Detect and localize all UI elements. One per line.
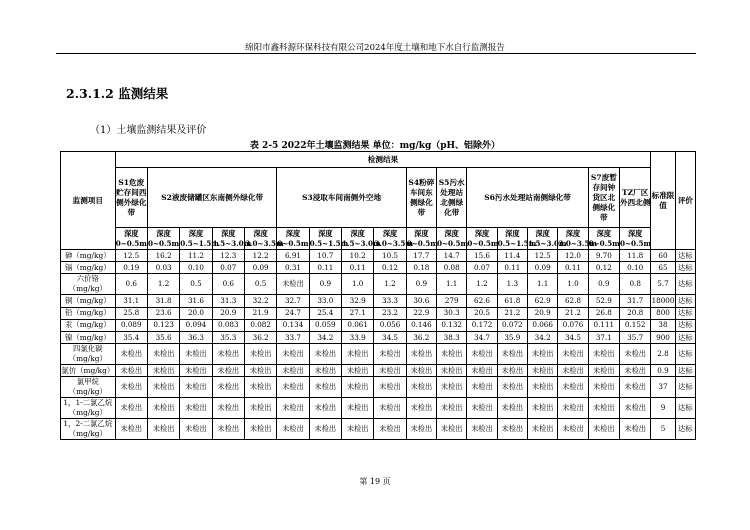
- result-cell: 0.31: [277, 262, 309, 274]
- result-cell: 61.8: [497, 295, 527, 307]
- result-cell: 23.2: [374, 307, 406, 319]
- result-cell: 未检出: [588, 377, 619, 398]
- result-cell: 0.152: [620, 319, 651, 331]
- result-cell: 未检出: [374, 365, 406, 377]
- standard-limit-cell: 2.8: [651, 344, 675, 365]
- result-cell: 未检出: [342, 344, 374, 365]
- result-cell: 未检出: [620, 419, 651, 440]
- result-cell: 未检出: [620, 365, 651, 377]
- table-row: [61, 365, 696, 377]
- standard-limit-cell: 60: [651, 250, 675, 262]
- depth-header: 深度0~0.5m: [406, 228, 438, 248]
- result-cell: 未检出: [147, 365, 179, 377]
- result-cell: 9.70: [588, 250, 619, 262]
- depth-header: 深度0~0.5m: [467, 228, 499, 248]
- site-s2: S2液废储罐区东南侧外绿化带: [147, 168, 276, 228]
- depth-header: 深度0~0.5m: [620, 228, 652, 248]
- result-cell: 0.07: [212, 262, 244, 274]
- result-cell: 未检出: [588, 419, 619, 440]
- result-cell: 0.11: [309, 262, 341, 274]
- result-cell: 0.09: [528, 262, 558, 274]
- result-cell: 0.059: [309, 319, 341, 331]
- table-row: [61, 398, 696, 419]
- row-item-name: 铜（mg/kg）: [61, 295, 116, 307]
- evaluation-cell: 达标: [675, 262, 695, 274]
- result-cell: 15.6: [467, 250, 497, 262]
- depth-header: 深度0.5~1.5m: [309, 228, 349, 248]
- document-header: 绵阳市鑫科源环保科技有限公司2024年度土壤和地下水自行监测报告: [245, 43, 505, 53]
- result-cell: 33.7: [277, 331, 309, 343]
- row-item-name: 氯仿（mg/kg）: [61, 365, 116, 377]
- section-heading: 2.3.1.2 监测结果: [66, 86, 169, 101]
- result-cell: 26.8: [588, 307, 619, 319]
- result-cell: 1.2: [467, 274, 497, 295]
- result-cell: 11.8: [620, 250, 651, 262]
- result-cell: 1.2: [374, 274, 406, 295]
- result-cell: 33.0: [309, 295, 341, 307]
- result-cell: 未检出: [309, 377, 341, 398]
- result-cell: 未检出: [528, 377, 558, 398]
- result-cell: 0.094: [180, 319, 212, 331]
- result-cell: 未检出: [180, 398, 212, 419]
- evaluation-cell: 达标: [675, 295, 695, 307]
- result-cell: 未检出: [528, 365, 558, 377]
- result-cell: 0.03: [147, 262, 179, 274]
- result-cell: 33.9: [342, 331, 374, 343]
- result-cell: 未检出: [212, 344, 244, 365]
- standard-limit-cell: 5: [651, 419, 675, 440]
- header-monitoring-item: 监测项目: [61, 152, 116, 250]
- result-cell: 未检出: [406, 419, 436, 440]
- result-cell: 未检出: [115, 365, 147, 377]
- result-cell: 31.3: [212, 295, 244, 307]
- result-cell: 0.11: [497, 262, 527, 274]
- table-row: [61, 262, 696, 274]
- result-cell: 0.9: [406, 274, 436, 295]
- evaluation-cell: 达标: [675, 365, 695, 377]
- result-cell: 未检出: [244, 398, 276, 419]
- result-cell: 62.6: [467, 295, 497, 307]
- result-cell: 0.123: [147, 319, 179, 331]
- result-cell: 未检出: [497, 344, 527, 365]
- evaluation-cell: 达标: [675, 419, 695, 440]
- result-cell: 35.7: [620, 331, 651, 343]
- result-cell: 未检出: [180, 419, 212, 440]
- result-cell: 12.2: [244, 250, 276, 262]
- result-cell: 0.08: [437, 262, 467, 274]
- result-cell: 未检出: [620, 398, 651, 419]
- result-cell: 12.5: [115, 250, 147, 262]
- result-cell: 未检出: [115, 419, 147, 440]
- result-cell: 0.19: [115, 262, 147, 274]
- site-s7: S7废暂存间钟货区北侧绿化带: [588, 168, 619, 228]
- depth-header: 深度0~0.5m: [277, 228, 309, 248]
- row-item-name: 镉（mg/kg）: [61, 262, 116, 274]
- result-cell: 35.6: [147, 331, 179, 343]
- result-cell: 未检出: [115, 344, 147, 365]
- result-cell: 未检出: [406, 377, 436, 398]
- result-cell: 未检出: [277, 419, 309, 440]
- result-cell: 0.12: [374, 262, 406, 274]
- result-cell: 0.132: [437, 319, 467, 331]
- result-cell: 20.5: [467, 307, 497, 319]
- result-cell: 0.6: [115, 274, 147, 295]
- result-cell: 0.056: [374, 319, 406, 331]
- header-standard-limit: 标准限值: [651, 152, 675, 250]
- result-cell: 未检出: [147, 419, 179, 440]
- row-item-name: 铅（mg/kg）: [61, 307, 116, 319]
- subheading: （1）土壤监测结果及评价: [90, 125, 207, 136]
- result-cell: 未检出: [406, 365, 436, 377]
- depth-header: 深度0~0.5m: [148, 228, 180, 248]
- result-cell: 10.2: [342, 250, 374, 262]
- result-cell: 0.5: [244, 274, 276, 295]
- result-cell: 未检出: [277, 398, 309, 419]
- standard-limit-cell: 65: [651, 262, 675, 274]
- result-cell: 未检出: [244, 377, 276, 398]
- table-row: [61, 307, 696, 319]
- result-cell: 0.061: [342, 319, 374, 331]
- result-cell: 未检出: [212, 365, 244, 377]
- result-cell: 未检出: [558, 377, 588, 398]
- result-cell: 未检出: [115, 398, 147, 419]
- table-row: [61, 319, 696, 331]
- result-cell: 未检出: [558, 419, 588, 440]
- result-cell: 0.083: [212, 319, 244, 331]
- result-cell: 11.2: [180, 250, 212, 262]
- depth-header: 深度1.5~3.0m: [528, 228, 567, 248]
- result-cell: 20.9: [212, 307, 244, 319]
- row-item-name: 镍（mg/kg）: [61, 331, 116, 343]
- row-item-name: 1，2-二氯乙烷（mg/kg）: [61, 419, 116, 440]
- result-cell: 0.11: [342, 262, 374, 274]
- result-cell: 未检出: [467, 365, 497, 377]
- result-cell: 未检出: [467, 377, 497, 398]
- result-cell: 未检出: [342, 398, 374, 419]
- header-rule: [56, 53, 696, 54]
- result-cell: 12.5: [528, 250, 558, 262]
- result-cell: 32.2: [244, 295, 276, 307]
- result-cell: 11.4: [497, 250, 527, 262]
- result-cell: 21.2: [497, 307, 527, 319]
- result-cell: 未检出: [342, 419, 374, 440]
- table-row: [61, 419, 696, 440]
- depth-header: 深度0~0.5m: [588, 228, 620, 248]
- evaluation-cell: 达标: [675, 307, 695, 319]
- result-cell: 未检出: [374, 398, 406, 419]
- result-cell: 34.5: [558, 331, 588, 343]
- result-cell: 0.12: [588, 262, 619, 274]
- depth-header: 深度0~0.5m: [115, 228, 147, 248]
- result-cell: 未检出: [277, 365, 309, 377]
- result-cell: 0.146: [406, 319, 436, 331]
- result-cell: 未检出: [558, 344, 588, 365]
- result-cell: 35.3: [212, 331, 244, 343]
- result-cell: 21.9: [244, 307, 276, 319]
- result-cell: 未检出: [588, 344, 619, 365]
- result-cell: 21.2: [558, 307, 588, 319]
- result-cell: 未检出: [437, 365, 467, 377]
- result-cell: 52.9: [588, 295, 619, 307]
- result-cell: 31.7: [620, 295, 651, 307]
- result-cell: 未检出: [212, 419, 244, 440]
- result-cell: 62.9: [528, 295, 558, 307]
- result-cell: 0.6: [212, 274, 244, 295]
- evaluation-cell: 达标: [675, 274, 695, 295]
- table-row: [61, 344, 696, 365]
- result-cell: 34.7: [467, 331, 497, 343]
- evaluation-cell: 达标: [675, 398, 695, 419]
- result-cell: 未检出: [374, 344, 406, 365]
- result-cell: 未检出: [528, 419, 558, 440]
- result-cell: 未检出: [147, 377, 179, 398]
- result-cell: 31.1: [115, 295, 147, 307]
- site-s3: S3浸取车间南侧外空地: [277, 168, 406, 228]
- evaluation-cell: 达标: [675, 250, 695, 262]
- depth-header: 深度1.5~3.0m: [342, 228, 381, 248]
- result-cell: 1.1: [437, 274, 467, 295]
- result-cell: 10.7: [309, 250, 341, 262]
- result-cell: 0.10: [180, 262, 212, 274]
- site-s4: S4粉碎车间东侧绿化带: [406, 168, 436, 228]
- result-cell: 未检出: [180, 377, 212, 398]
- result-cell: 20.9: [528, 307, 558, 319]
- result-cell: 22.9: [406, 307, 436, 319]
- result-cell: 未检出: [558, 398, 588, 419]
- result-cell: 未检出: [588, 365, 619, 377]
- row-item-name: 汞（mg/kg）: [61, 319, 116, 331]
- result-cell: 未检出: [374, 419, 406, 440]
- result-cell: 未检出: [406, 398, 436, 419]
- result-cell: 未检出: [437, 377, 467, 398]
- result-cell: 1.0: [558, 274, 588, 295]
- result-cell: 0.8: [620, 274, 651, 295]
- standard-limit-cell: 18000: [651, 295, 675, 307]
- result-cell: 37.1: [588, 331, 619, 343]
- result-cell: 34.5: [374, 331, 406, 343]
- result-cell: 未检出: [588, 398, 619, 419]
- result-cell: 未检出: [437, 419, 467, 440]
- result-cell: 31.6: [180, 295, 212, 307]
- depth-header: 深度3.0~3.5m: [374, 228, 413, 248]
- table-row: [61, 295, 696, 307]
- site-s5: S5污水处理站北侧绿化带: [437, 168, 467, 228]
- result-cell: 0.111: [588, 319, 619, 331]
- result-cell: 未检出: [180, 365, 212, 377]
- result-cell: 32.7: [277, 295, 309, 307]
- result-cell: 未检出: [467, 419, 497, 440]
- result-cell: 0.18: [406, 262, 436, 274]
- result-cell: 未检出: [342, 365, 374, 377]
- result-cell: 0.09: [244, 262, 276, 274]
- result-cell: 0.082: [244, 319, 276, 331]
- depth-header: 深度0.5~1.5m: [180, 228, 219, 248]
- result-cell: 未检出: [528, 398, 558, 419]
- depth-header: 深度0.5~1.5m: [497, 228, 537, 248]
- result-cell: 17.7: [406, 250, 436, 262]
- site-s6: S6污水处理站南侧绿化带: [467, 168, 588, 228]
- result-cell: 0.134: [277, 319, 309, 331]
- depth-header: 深度3.0~3.5m: [558, 228, 597, 248]
- table-row: [61, 377, 696, 398]
- result-cell: 未检出: [497, 365, 527, 377]
- result-cell: 35.4: [115, 331, 147, 343]
- result-cell: 未检出: [497, 398, 527, 419]
- result-cell: 279: [437, 295, 467, 307]
- result-cell: 14.7: [437, 250, 467, 262]
- result-cell: 未检出: [558, 365, 588, 377]
- result-cell: 62.8: [558, 295, 588, 307]
- result-cell: 未检出: [147, 398, 179, 419]
- row-item-name: 砷（mg/kg）: [61, 250, 116, 262]
- result-cell: 0.9: [309, 274, 341, 295]
- result-cell: 30.3: [437, 307, 467, 319]
- result-cell: 25.8: [115, 307, 147, 319]
- evaluation-cell: 达标: [675, 344, 695, 365]
- result-cell: 未检出: [147, 344, 179, 365]
- result-cell: 16.2: [147, 250, 179, 262]
- table-row: [61, 274, 696, 295]
- row-item-name: 氯甲烷（mg/kg）: [61, 377, 116, 398]
- result-cell: 36.2: [244, 331, 276, 343]
- result-cell: 未检出: [115, 377, 147, 398]
- result-cell: 27.1: [342, 307, 374, 319]
- result-cell: 1.3: [497, 274, 527, 295]
- result-cell: 1.1: [528, 274, 558, 295]
- depth-header: 深度0~0.5m: [437, 228, 469, 248]
- result-cell: 未检出: [212, 398, 244, 419]
- result-cell: 0.076: [558, 319, 588, 331]
- result-cell: 未检出: [309, 365, 341, 377]
- result-cell: 1.0: [342, 274, 374, 295]
- result-cell: 未检出: [437, 398, 467, 419]
- result-cell: 23.6: [147, 307, 179, 319]
- result-cell: 12.3: [212, 250, 244, 262]
- site-s1: S1危废贮存间西侧外绿化带: [115, 168, 147, 228]
- result-cell: 1.2: [147, 274, 179, 295]
- result-cell: 36.2: [406, 331, 436, 343]
- result-cell: 10.5: [374, 250, 406, 262]
- result-cell: 0.9: [588, 274, 619, 295]
- result-cell: 0.072: [497, 319, 527, 331]
- result-cell: 24.7: [277, 307, 309, 319]
- result-cell: 未检出: [528, 344, 558, 365]
- result-cell: 未检出: [406, 344, 436, 365]
- row-item-name: 四氯化碳（mg/kg）: [61, 344, 116, 365]
- result-cell: 32.9: [342, 295, 374, 307]
- result-cell: 34.2: [309, 331, 341, 343]
- standard-limit-cell: 800: [651, 307, 675, 319]
- result-cell: 31.8: [147, 295, 179, 307]
- result-cell: 0.07: [467, 262, 497, 274]
- result-cell: 未检出: [244, 419, 276, 440]
- row-item-name: 1，1-二氯乙烷（mg/kg）: [61, 398, 116, 419]
- result-cell: 未检出: [309, 398, 341, 419]
- result-cell: 0.172: [467, 319, 497, 331]
- result-cell: 0.089: [115, 319, 147, 331]
- result-cell: 34.2: [528, 331, 558, 343]
- result-cell: 未检出: [497, 377, 527, 398]
- result-cell: 未检出: [212, 377, 244, 398]
- result-cell: 30.6: [406, 295, 436, 307]
- result-cell: 12.0: [558, 250, 588, 262]
- result-cell: 未检出: [497, 419, 527, 440]
- result-cell: 0.066: [528, 319, 558, 331]
- soil-results-table: [60, 151, 696, 440]
- depth-header: 深度3.0~3.5m: [244, 228, 284, 248]
- result-cell: 未检出: [309, 419, 341, 440]
- result-cell: 未检出: [277, 274, 309, 295]
- result-cell: 0.5: [180, 274, 212, 295]
- result-cell: 20.0: [180, 307, 212, 319]
- standard-limit-cell: 0.9: [651, 365, 675, 377]
- standard-limit-cell: 5.7: [651, 274, 675, 295]
- table-row: [61, 331, 696, 343]
- result-cell: 未检出: [467, 344, 497, 365]
- result-cell: 未检出: [244, 344, 276, 365]
- result-cell: 未检出: [244, 365, 276, 377]
- standard-limit-cell: 37: [651, 377, 675, 398]
- depth-header: 深度1.5~3.0m: [212, 228, 252, 248]
- result-cell: 25.4: [309, 307, 341, 319]
- standard-limit-cell: 38: [651, 319, 675, 331]
- result-cell: 未检出: [620, 377, 651, 398]
- result-cell: 38.3: [437, 331, 467, 343]
- result-cell: 未检出: [342, 377, 374, 398]
- result-cell: 未检出: [374, 377, 406, 398]
- header-evaluation: 评价: [675, 152, 695, 250]
- result-cell: 未检出: [467, 398, 497, 419]
- result-cell: 20.8: [620, 307, 651, 319]
- result-cell: 0.10: [620, 262, 651, 274]
- evaluation-cell: 达标: [675, 377, 695, 398]
- evaluation-cell: 达标: [675, 331, 695, 343]
- standard-limit-cell: 900: [651, 331, 675, 343]
- table-caption: 表 2-5 2022年土壤监测结果 单位：mg/kg（pH、铝除外）: [249, 141, 501, 151]
- site-tz: TZ厂区外西北侧: [620, 168, 651, 228]
- result-cell: 未检出: [309, 344, 341, 365]
- table-row: [61, 250, 696, 262]
- result-cell: 未检出: [180, 344, 212, 365]
- page-number: 第 19 页: [359, 477, 391, 486]
- result-cell: 0.11: [558, 262, 588, 274]
- result-cell: 33.3: [374, 295, 406, 307]
- header-test-results: 检测结果: [115, 152, 651, 168]
- evaluation-cell: 达标: [675, 319, 695, 331]
- result-cell: 36.3: [180, 331, 212, 343]
- result-cell: 未检出: [277, 377, 309, 398]
- standard-limit-cell: 9: [651, 398, 675, 419]
- result-cell: 未检出: [277, 344, 309, 365]
- row-item-name: 六价铬（mg/kg）: [61, 274, 116, 295]
- result-cell: 35.9: [497, 331, 527, 343]
- result-cell: 未检出: [437, 344, 467, 365]
- result-cell: 6.91: [277, 250, 309, 262]
- result-cell: 未检出: [620, 344, 651, 365]
